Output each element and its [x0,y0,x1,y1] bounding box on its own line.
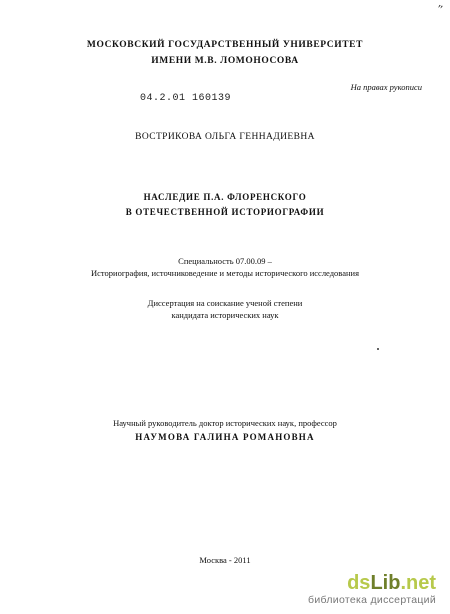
supervisor-name: НАУМОВА ГАЛИНА РОМАНОВНА [135,432,315,442]
dslib-subtitle: библиотека диссертаций [308,594,436,606]
dslib-watermark [308,573,436,606]
university-subname: ИМЕНИ М.В. ЛОМОНОСОВА [151,56,299,66]
specialty-code: Специальность 07.00.09 – [178,256,272,266]
author-name: ВОСТРИКОВА ОЛЬГА ГЕННАДИЕВНА [135,132,315,142]
corner-mark-icon: ″ [434,1,445,17]
university-name: МОСКОВСКИЙ ГОСУДАРСТВЕННЫЙ УНИВЕРСИТЕТ [86,40,364,50]
specialty-description: Историография, источниковедение и методы исторического исследования [91,268,359,278]
supervisor-title: Научный руководитель доктор исторических наук, профессор [113,418,337,428]
city-year: Москва - 2011 [199,555,251,565]
scan-speck [377,348,379,350]
library-stamp: 04.2.01 160139 [140,93,232,104]
dissertation-title-line1: НАСЛЕДИЕ П.А. ФЛОРЕНСКОГО [143,192,307,202]
dissertation-title-line2: В ОТЕЧЕСТВЕННОЙ ИСТОРИОГРАФИИ [125,207,325,217]
manuscript-note: На правах рукописи [350,82,422,92]
dslib-logo: dsLib.net [347,572,436,594]
degree-statement: Диссертация на соискание ученой степени [147,298,303,308]
degree-name: кандидата исторических наук [171,310,279,320]
